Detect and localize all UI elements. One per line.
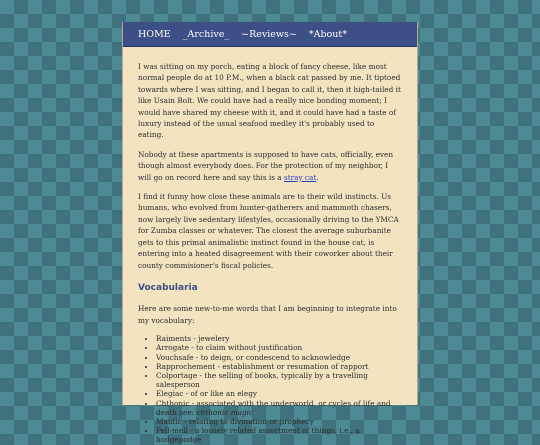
- paragraph-stray: [138, 149, 402, 183]
- vocab-intro: Here are some new-to-me words that I am beginning to integrate into my vocabulary:: [138, 304, 397, 325]
- vocab-item: • Rapprochement - establishment or resumation of rapport: [156, 362, 402, 371]
- nav-home-link[interactable]: HOME: [138, 28, 171, 40]
- vocab-item: • Colportage - the selling of books, typically by a travelling salesperson: [156, 371, 402, 389]
- top-nav: [123, 22, 417, 47]
- nav-about-link[interactable]: *About*: [308, 28, 347, 40]
- paragraph-stray-text: Nobody at these apartments is supposed to have cats, officially, even though almost everybody does. For the protection of my neighbor, I will go on record here and say this is a: [138, 149, 394, 182]
- paragraph-porch: I was sitting on my porch, eating a block of fancy cheese, like most normal people do at 10 P.M., when a black cat passed by me. It tiptoed towards where I was sitting, and I began to call it, then it high-tailed it like Usain Bolt. We could have had a really nice bonding moment; I would have shared my cheese with it, and it could have had a taste of luxury instead of the usual seafood medley it's probably used to eating.: [138, 62, 401, 140]
- paragraph-stray-end: .: [316, 172, 319, 182]
- nav-reviews-link[interactable]: ~Reviews~: [241, 28, 297, 40]
- main-panel: [122, 22, 418, 445]
- vocab-item-chthonic: [156, 399, 402, 417]
- post-content: [123, 47, 417, 445]
- nav-archive-link[interactable]: _Archive_: [182, 28, 230, 40]
- stray-cat-link[interactable]: stray cat: [283, 172, 317, 182]
- vocab-item: • Pell-mell - a loosely related assortment of things: i.e., a hodgepodge: [156, 426, 402, 444]
- paragraph-instincts: I find it funny how close these animals are to their wild instincts. Us humans, who evolved from hunter-gatherers and mammoth chasers, now largely live sedentary lifestyles, occasionally driving to the YMCA for Zumba classes or whatever. The closest the average suburbanite gets to this primal animalistic instinct found in the house cat, is entering into a heated disagreement with their coworker about their county commisioner's fiscal policies.: [138, 192, 399, 270]
- vocab-item: • Mantic - relating to divination or prophecy: [156, 417, 402, 426]
- vocab-item: • Elegiac - of or like an elegy: [156, 389, 402, 398]
- vocab-list: [138, 334, 402, 444]
- vocab-item: • Vouchsafe - to deign, or condescend to acknowledge: [156, 353, 402, 362]
- chthonic-example: chthonic magic: [196, 407, 254, 417]
- vocab-item-chthonic-text: Chthonic - associated with the underworld, or cycles of life and death see:: [156, 398, 391, 417]
- vocab-item: • Arrogate - to claim without justification: [156, 343, 402, 352]
- vocab-heading: Vocabularia: [138, 282, 198, 293]
- vocab-item: • Raiments - jewelery: [156, 334, 402, 343]
